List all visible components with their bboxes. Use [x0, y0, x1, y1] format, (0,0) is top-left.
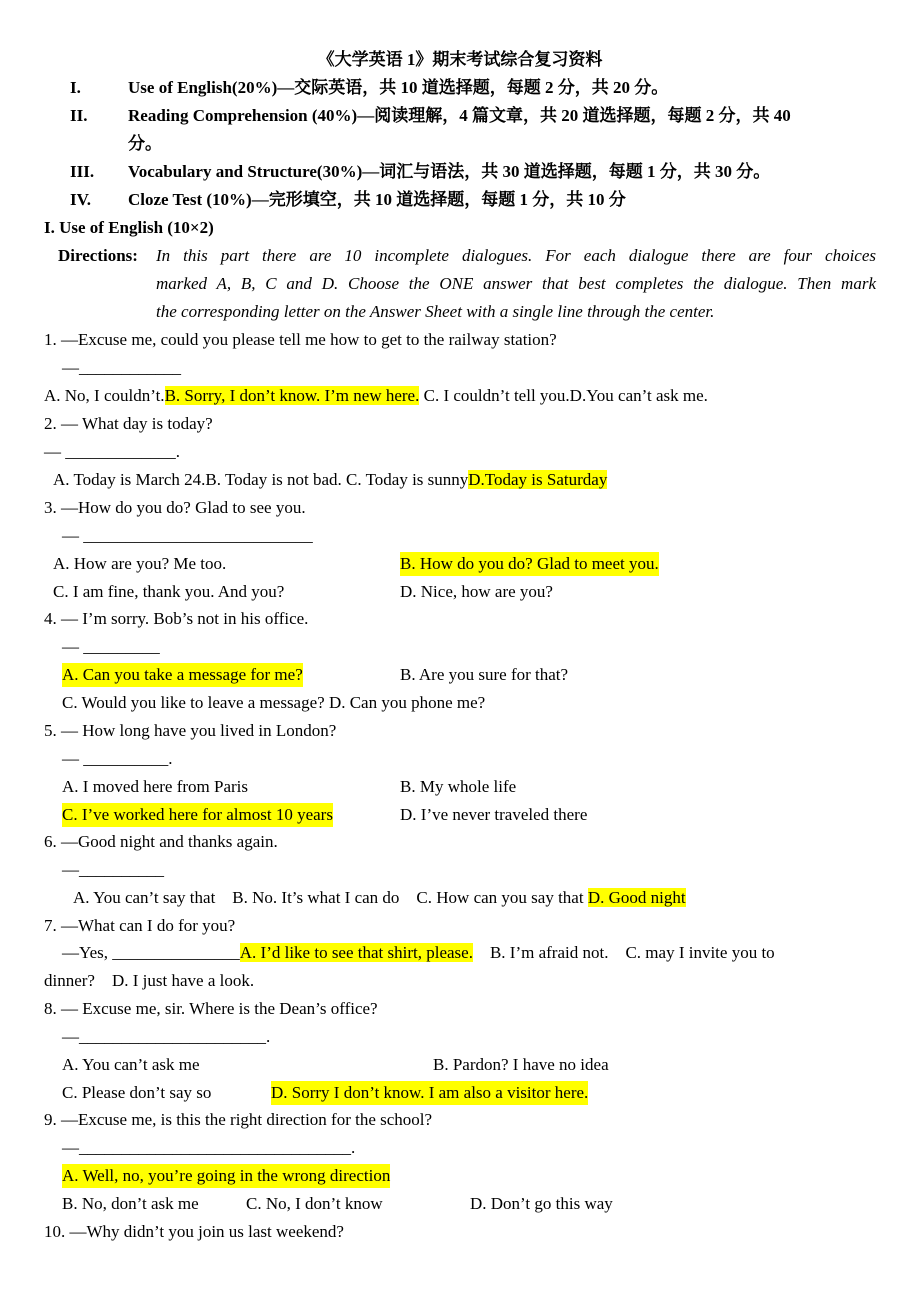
options-7: —Yes, _______________A. I’d like to see that shirt, please. B. I’m afraid not. C. may I invite you to — [62, 943, 775, 962]
answer-blank-5: — __________. — [62, 749, 173, 768]
question-4: 4. — I’m sorry. Bob’s not in his office. — [44, 609, 309, 628]
highlighted-answer: A. Can you take a message for me? — [62, 663, 303, 687]
section-heading: I. Use of English (10×2) — [44, 218, 214, 237]
highlighted-answer: C. I’ve worked here for almost 10 years — [62, 803, 333, 827]
highlighted-answer: D. Sorry I don’t know. I am also a visitor here. — [271, 1081, 588, 1105]
directions-line-1: In this part there are 10 incomplete dialogues. For each dialogue there are four choices — [156, 246, 876, 265]
question-10: 10. —Why didn’t you join us last weekend? — [44, 1222, 344, 1241]
question-2: 2. — What day is today? — [44, 414, 213, 433]
options-2: A. Today is March 24.B. Today is not bad. C. Today is sunnyD.Today is Saturday — [53, 470, 608, 489]
answer-blank-1: —____________ — [62, 358, 181, 377]
question-9: 9. —Excuse me, is this the right direction for the school? — [44, 1110, 433, 1129]
option-9c: C. No, I don’t know — [246, 1194, 383, 1213]
question-7: 7. —What can I do for you? — [44, 916, 236, 935]
highlighted-answer: A. I’d like to see that shirt, please. — [239, 943, 473, 962]
question-8: 8. — Excuse me, sir. Where is the Dean’s office? — [44, 999, 378, 1018]
answer-blank-3: — ___________________________ — [62, 526, 313, 545]
options-6: A. You can’t say that B. No. It’s what I can do C. How can you say that D. Good night — [73, 888, 686, 907]
question-6: 6. —Good night and thanks again. — [44, 832, 278, 851]
question-3: 3. —How do you do? Glad to see you. — [44, 498, 306, 517]
option-9b: B. No, don’t ask me — [62, 1194, 199, 1213]
option-5b: B. My whole life — [400, 777, 517, 796]
highlighted-answer: A. Well, no, you’re going in the wrong direction — [62, 1164, 390, 1188]
directions-label: Directions: — [58, 246, 138, 265]
option-5d: D. I’ve never traveled there — [400, 805, 588, 824]
question-5: 5. — How long have you lived in London? — [44, 721, 337, 740]
answer-blank-9: —________________________________. — [62, 1138, 356, 1157]
highlighted-answer: B. How do you do? Glad to meet you. — [400, 552, 659, 576]
options-7-cont: dinner? D. I just have a look. — [44, 971, 255, 990]
option-9d: D. Don’t go this way — [470, 1194, 613, 1213]
overview-item-3: III. Vocabulary and Structure(30%)—词汇与语法，共 30 道选择题，每题 1 分，共 30 分。 — [70, 162, 771, 181]
option-3d: D. Nice, how are you? — [400, 582, 553, 601]
option-4cd: C. Would you like to leave a message? D. Can you phone me? — [62, 693, 486, 712]
option-4b: B. Are you sure for that? — [400, 665, 569, 684]
option-8a: A. You can’t ask me — [62, 1055, 200, 1074]
page-title: 《大学英语 1》期末考试综合复习资料 — [317, 50, 603, 69]
highlighted-answer: B. Sorry, I don’t know. I’m new here. — [164, 386, 420, 405]
option-3a: A. How are you? Me too. — [53, 554, 227, 573]
options-1: A. No, I couldn’t.B. Sorry, I don’t know. I’m new here. C. I couldn’t tell you.D.You can’t ask me. — [44, 386, 708, 405]
overview-item-2-cont: 分。 — [128, 134, 162, 153]
answer-blank-6: —__________ — [62, 860, 164, 879]
directions-line-2: marked A, B, C and D. Choose the ONE answer that best completes the dialogue. Then mark — [156, 274, 876, 293]
overview-item-1: I. Use of English(20%)—交际英语，共 10 道选择题，每题 2 分，共 20 分。 — [70, 78, 669, 97]
overview-item-2: II. Reading Comprehension (40%)—阅读理解，4 篇文章，共 20 道选择题，每题 2 分，共 40 — [70, 106, 791, 125]
directions-line-3: the corresponding letter on the Answer Sheet with a single line through the center. — [156, 302, 715, 321]
question-1: 1. —Excuse me, could you please tell me how to get to the railway station? — [44, 330, 557, 349]
answer-blank-8: —______________________. — [62, 1027, 271, 1046]
answer-blank-2: — _____________. — [44, 442, 180, 461]
option-8c: C. Please don’t say so — [62, 1083, 212, 1102]
highlighted-answer: D. Good night — [587, 888, 686, 907]
option-5a: A. I moved here from Paris — [62, 777, 249, 796]
option-8b: B. Pardon? I have no idea — [433, 1055, 609, 1074]
highlighted-answer: D.Today is Saturday — [468, 470, 608, 489]
option-3c: C. I am fine, thank you. And you? — [53, 582, 285, 601]
answer-blank-4: — _________ — [62, 637, 160, 656]
overview-item-4: IV. Cloze Test (10%)—完形填空，共 10 道选择题，每题 1 分，共 10 分 — [70, 190, 626, 209]
